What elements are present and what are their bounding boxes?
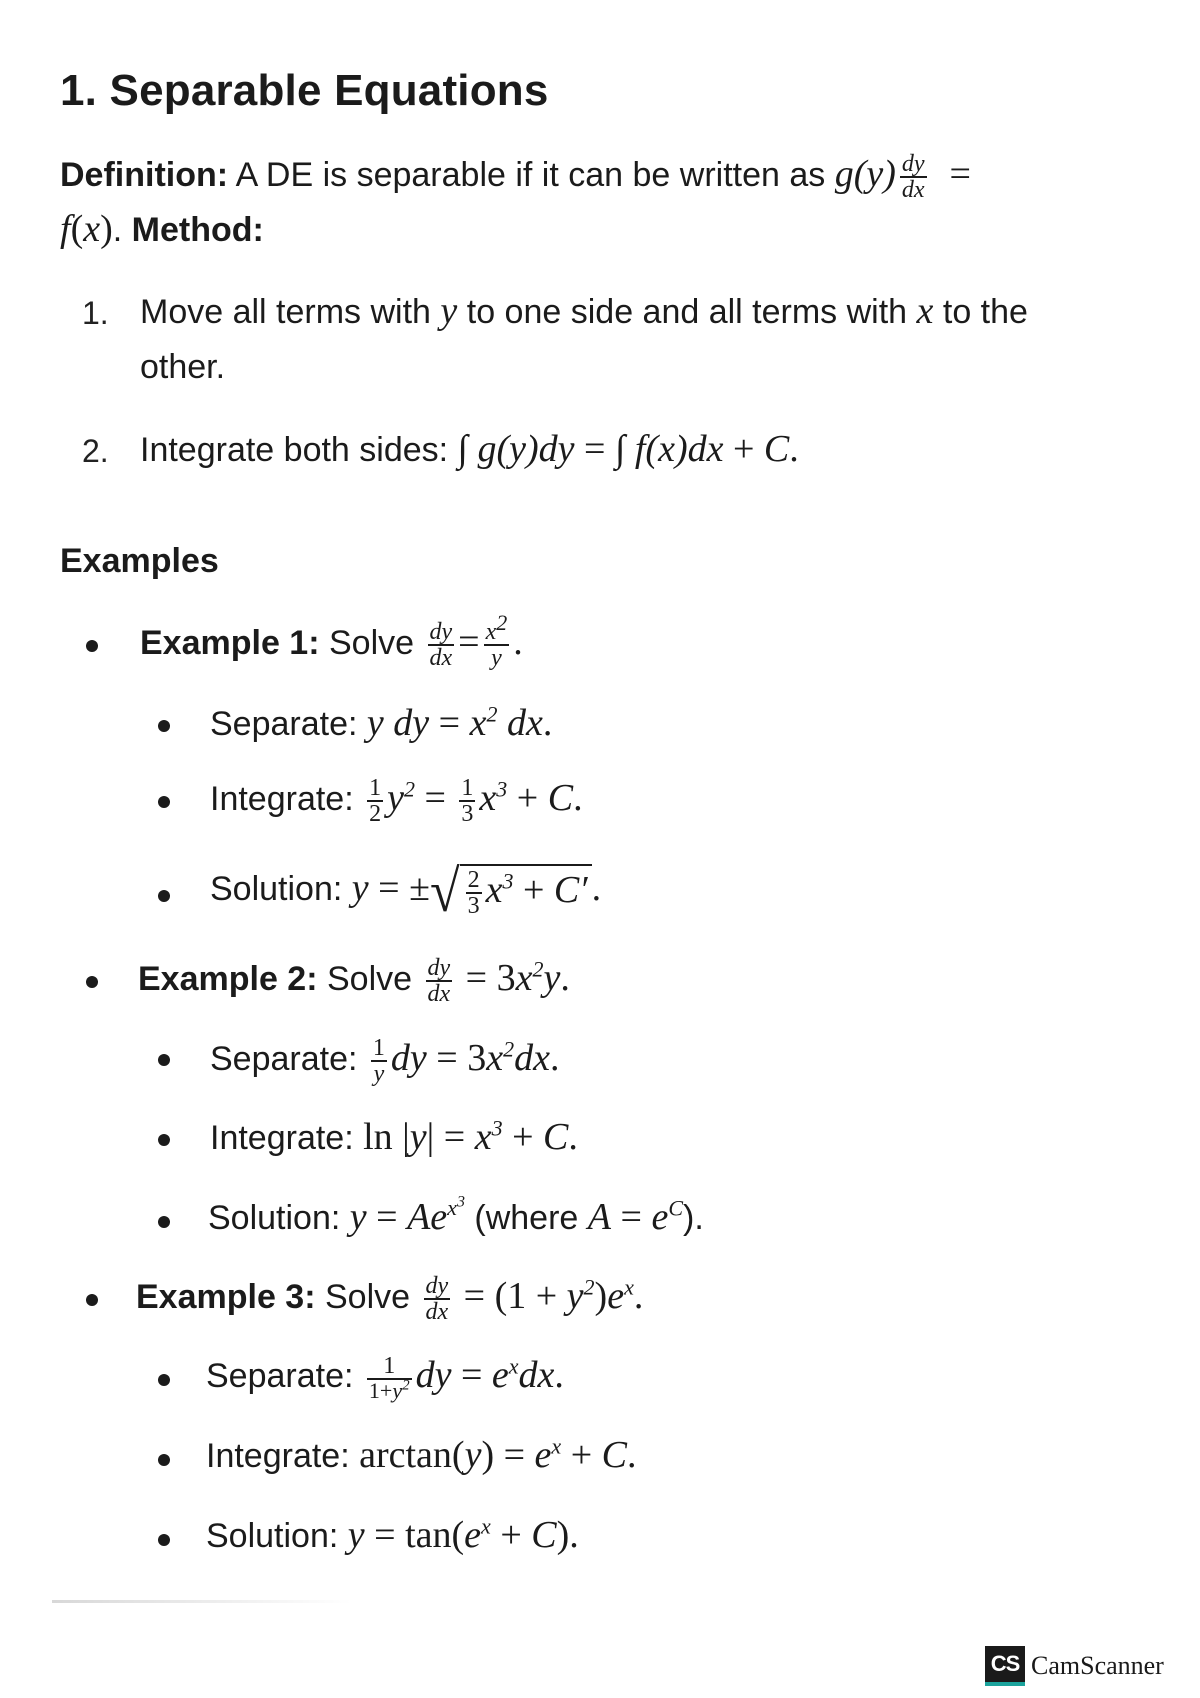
example-3-integrate: Integrate: $\arctan(y) = e^x + C$. <box>206 1433 637 1476</box>
bullet <box>86 640 98 652</box>
method-step-2: Integrate both sides: ∫ g(y)dy = ∫ f(x)dx + C. <box>140 428 799 470</box>
bullet <box>158 1454 170 1466</box>
definition-math-lhs: g(y) <box>834 152 896 195</box>
camscanner-text: CamScanner <box>1031 1651 1164 1680</box>
divider-line <box>52 1600 352 1603</box>
example-1-integrate: Integrate: $\frac{1}{2}$ $y^2$ = $\frac{1}{3}$ $x^3 + C$. <box>210 775 583 827</box>
section-title: 1. Separable Equations <box>60 66 549 115</box>
method-step-1-line-1: Move all terms with y to one side and all terms with x to the <box>140 290 1028 332</box>
example-1-separate: Separate: y dy = $x^2$ dx. <box>210 701 553 744</box>
bullet <box>158 720 170 732</box>
definition-fraction: $\frac{dy}{dx}$ <box>901 151 925 203</box>
definition-math-rhs: f <box>60 208 71 250</box>
example-1-solution: Solution: y = ±√ $\frac{2}{3}$ $x^3 + C'$ . <box>210 858 602 924</box>
camscanner-logo-icon: CS <box>985 1646 1025 1686</box>
bullet <box>158 1374 170 1386</box>
example-3: Example 3: Solve $\frac{dy}{dx}$ = $(1 + y^2)e^x$. <box>136 1273 644 1325</box>
example-2: Example 2: Solve $\frac{dy}{dx}$ = $3x^2y$. <box>138 955 570 1007</box>
definition-line-1 <box>60 152 971 202</box>
example-3-separate: Separate: $\frac{1}{1+y^2}$ dy = $e^xdx$. <box>206 1353 564 1404</box>
definition-text: A DE is separable if it can be written as <box>235 155 826 194</box>
bullet <box>158 1216 170 1228</box>
definition-label: Definition: <box>60 155 229 194</box>
bullet <box>158 1534 170 1546</box>
step-number-2: 2. <box>82 433 109 469</box>
bullet <box>86 976 98 988</box>
examples-heading: Examples <box>60 542 219 580</box>
camscanner-watermark <box>985 1646 1164 1686</box>
example-2-solution: Solution: $y = Ae^{x^3}$ (where $A = e^C$). <box>208 1194 704 1238</box>
bullet <box>158 1134 170 1146</box>
example-2-separate: Separate: $\frac{1}{y}$ dy = $3x^2dx$. <box>210 1035 560 1087</box>
definition-line-2: f(x). Method: <box>60 208 264 250</box>
method-label: Method: <box>131 211 264 249</box>
example-3-solution: Solution: $y = \tan(e^x + C)$. <box>206 1513 579 1556</box>
bullet <box>158 796 170 808</box>
step-number-1: 1. <box>82 295 109 331</box>
bullet <box>158 1054 170 1066</box>
example-2-integrate: Integrate: $\ln |y| = x^3 + C$. <box>210 1115 578 1158</box>
bullet <box>86 1294 98 1306</box>
example-1: Example 1: Solve $\frac{dy}{dx}$ = $\frac{x^2}{y}$ . <box>140 610 523 671</box>
bullet <box>158 890 170 902</box>
method-step-1-line-2: other. <box>140 348 226 386</box>
definition-equals: = <box>940 152 971 195</box>
